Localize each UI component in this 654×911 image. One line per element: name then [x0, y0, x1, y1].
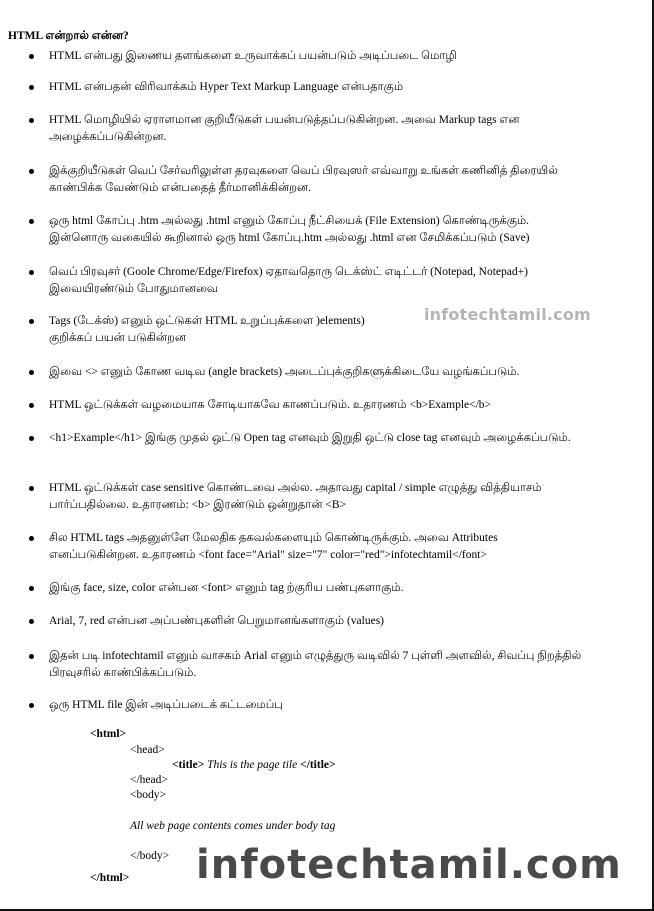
- list-item: [30, 697, 586, 714]
- watermark-large: infotechtamil.com: [196, 842, 622, 888]
- list-item-text: HTML ஒட்டுக்கள் case sensitive கொண்டவை அல்ல. அதாவது capital / simple எழுத்து வித்தியாசம் பார்ப்பதில்லை. உதாரணம்: <b> இரண்டும் ஒன்றுதான் <B>: [49, 482, 542, 511]
- list-item-text: இதன் படி infotechtamil எனும் வாசகம் Arial எனும் எழுத்துரு வடிவில் 7 புள்ளி அளவில், சிவப்பு நிறத்தில் பிரவுசரில் காண்பிக்கப்படும்.: [49, 650, 582, 679]
- list-item-text: Arial, 7, red என்பன அப்பண்புகளின் பெறுமானங்களாகும் (values): [49, 615, 384, 627]
- list-item: [30, 613, 586, 630]
- code-title-text: This is the page tile: [204, 759, 301, 771]
- list-item: [30, 213, 586, 247]
- list-item: [30, 313, 390, 347]
- list-item-text: <h1>Example</h1> இங்கு முதல் ஒட்டு Open tag எனவும் இறுதி ஒட்டு close tag எனவும் அழைக்கப்படும்.: [49, 432, 571, 444]
- code-html-open: <html>: [90, 728, 127, 740]
- list-item: [30, 397, 586, 414]
- list-item-text: HTML மொழியில் ஏராளமான குறியீடுகள் பயன்படுத்தப்படுகின்றன. அவை Markup tags என அழைக்கப்படுகின்றன.: [49, 114, 520, 143]
- watermark-small: infotechtamil.com: [424, 305, 591, 324]
- list-item: [30, 580, 586, 597]
- code-head-open: <head>: [130, 744, 165, 756]
- list-item-text: இவை <> எனும் கோண வடிவ (angle brackets) அடைப்புக்குறிகளுக்கிடையே வழங்கப்படும்.: [49, 366, 520, 378]
- list-item: [30, 163, 586, 197]
- list-item: [30, 480, 586, 514]
- page-title: HTML என்றால் என்ன?: [8, 30, 129, 42]
- list-item: [30, 112, 586, 146]
- list-item-text: சில HTML tags அதனுள்ளே மேலதிக தகவல்களையும் கொண்டிருக்கும். அவை Attributes எனப்படுகின்றன. உதாரணம் <font face="Arial" size="7" color="red">infotechtamil</font>: [49, 532, 498, 561]
- list-item: [30, 530, 586, 564]
- list-item-text: HTML என்பதன் விரிவாக்கம் Hyper Text Markup Language என்பதாகும்: [49, 81, 404, 93]
- list-item-text: இங்கு face, size, color என்பன <font> எனும் tag ற்குரிய பண்புகளாகும்.: [49, 582, 404, 594]
- code-head-close: </head>: [130, 774, 168, 786]
- list-item: [30, 430, 586, 447]
- list-item: [30, 48, 586, 65]
- list-item: [30, 79, 586, 96]
- list-item: [30, 364, 586, 381]
- code-body-text: All web page contents comes under body tag: [130, 820, 336, 832]
- list-item-text: HTML ஒட்டுக்கள் வழமையாக சோடியாகவே காணப்படும். உதாரணம் <b>Example</b>: [49, 399, 492, 411]
- code-body-close: </body>: [130, 850, 170, 862]
- list-item-text: வெப் பிரவுசர் (Goole Chrome/Edge/Firefox) ஏதாவதொரு டெக்ஸ்ட் எடிட்டர் (Notepad, Notepad+) இவையிரண்டும் போதுமானவை: [49, 266, 528, 295]
- code-body-open: <body>: [130, 789, 166, 801]
- code-title-close: </title>: [300, 759, 336, 771]
- list-item-text: ஒரு html கோப்பு .htm அல்லது .html எனும் கோப்பு நீட்சியைக் (File Extension) கொண்டிருக்கும். இன்னொரு வகையில் கூறினால் ஒரு html கோப்பு.htm அல்லது .html என சேமிக்கப்படும் (Save): [49, 215, 530, 244]
- list-item: [30, 264, 586, 298]
- list-item-text: ஒரு HTML file இன் அடிப்படைக் கட்டமைப்பு: [49, 699, 283, 711]
- list-item-text: Tags (டேக்ஸ்) எனும் ஒட்டுகள் HTML உறுப்புக்களை )elements) குறிக்கப் பயன் படுகின்றன: [49, 315, 365, 344]
- list-item-text: இக்குறியீடுகள் வெப் சேர்வரிலுள்ள தரவுகளை வெப் பிரவுஸர் எவ்வாறு உங்கள் கணினித் திரையில் காண்பிக்க வேண்டும் என்பதைத் தீர்மானிக்கின்றன.: [49, 165, 558, 194]
- code-title-open: <title>: [172, 759, 205, 771]
- list-item: [30, 648, 586, 682]
- code-html-close: </html>: [90, 872, 130, 884]
- list-item-text: HTML என்பது இணைய தளங்களை உருவாக்கப் பயன்படும் அடிப்படை மொழி: [49, 50, 457, 62]
